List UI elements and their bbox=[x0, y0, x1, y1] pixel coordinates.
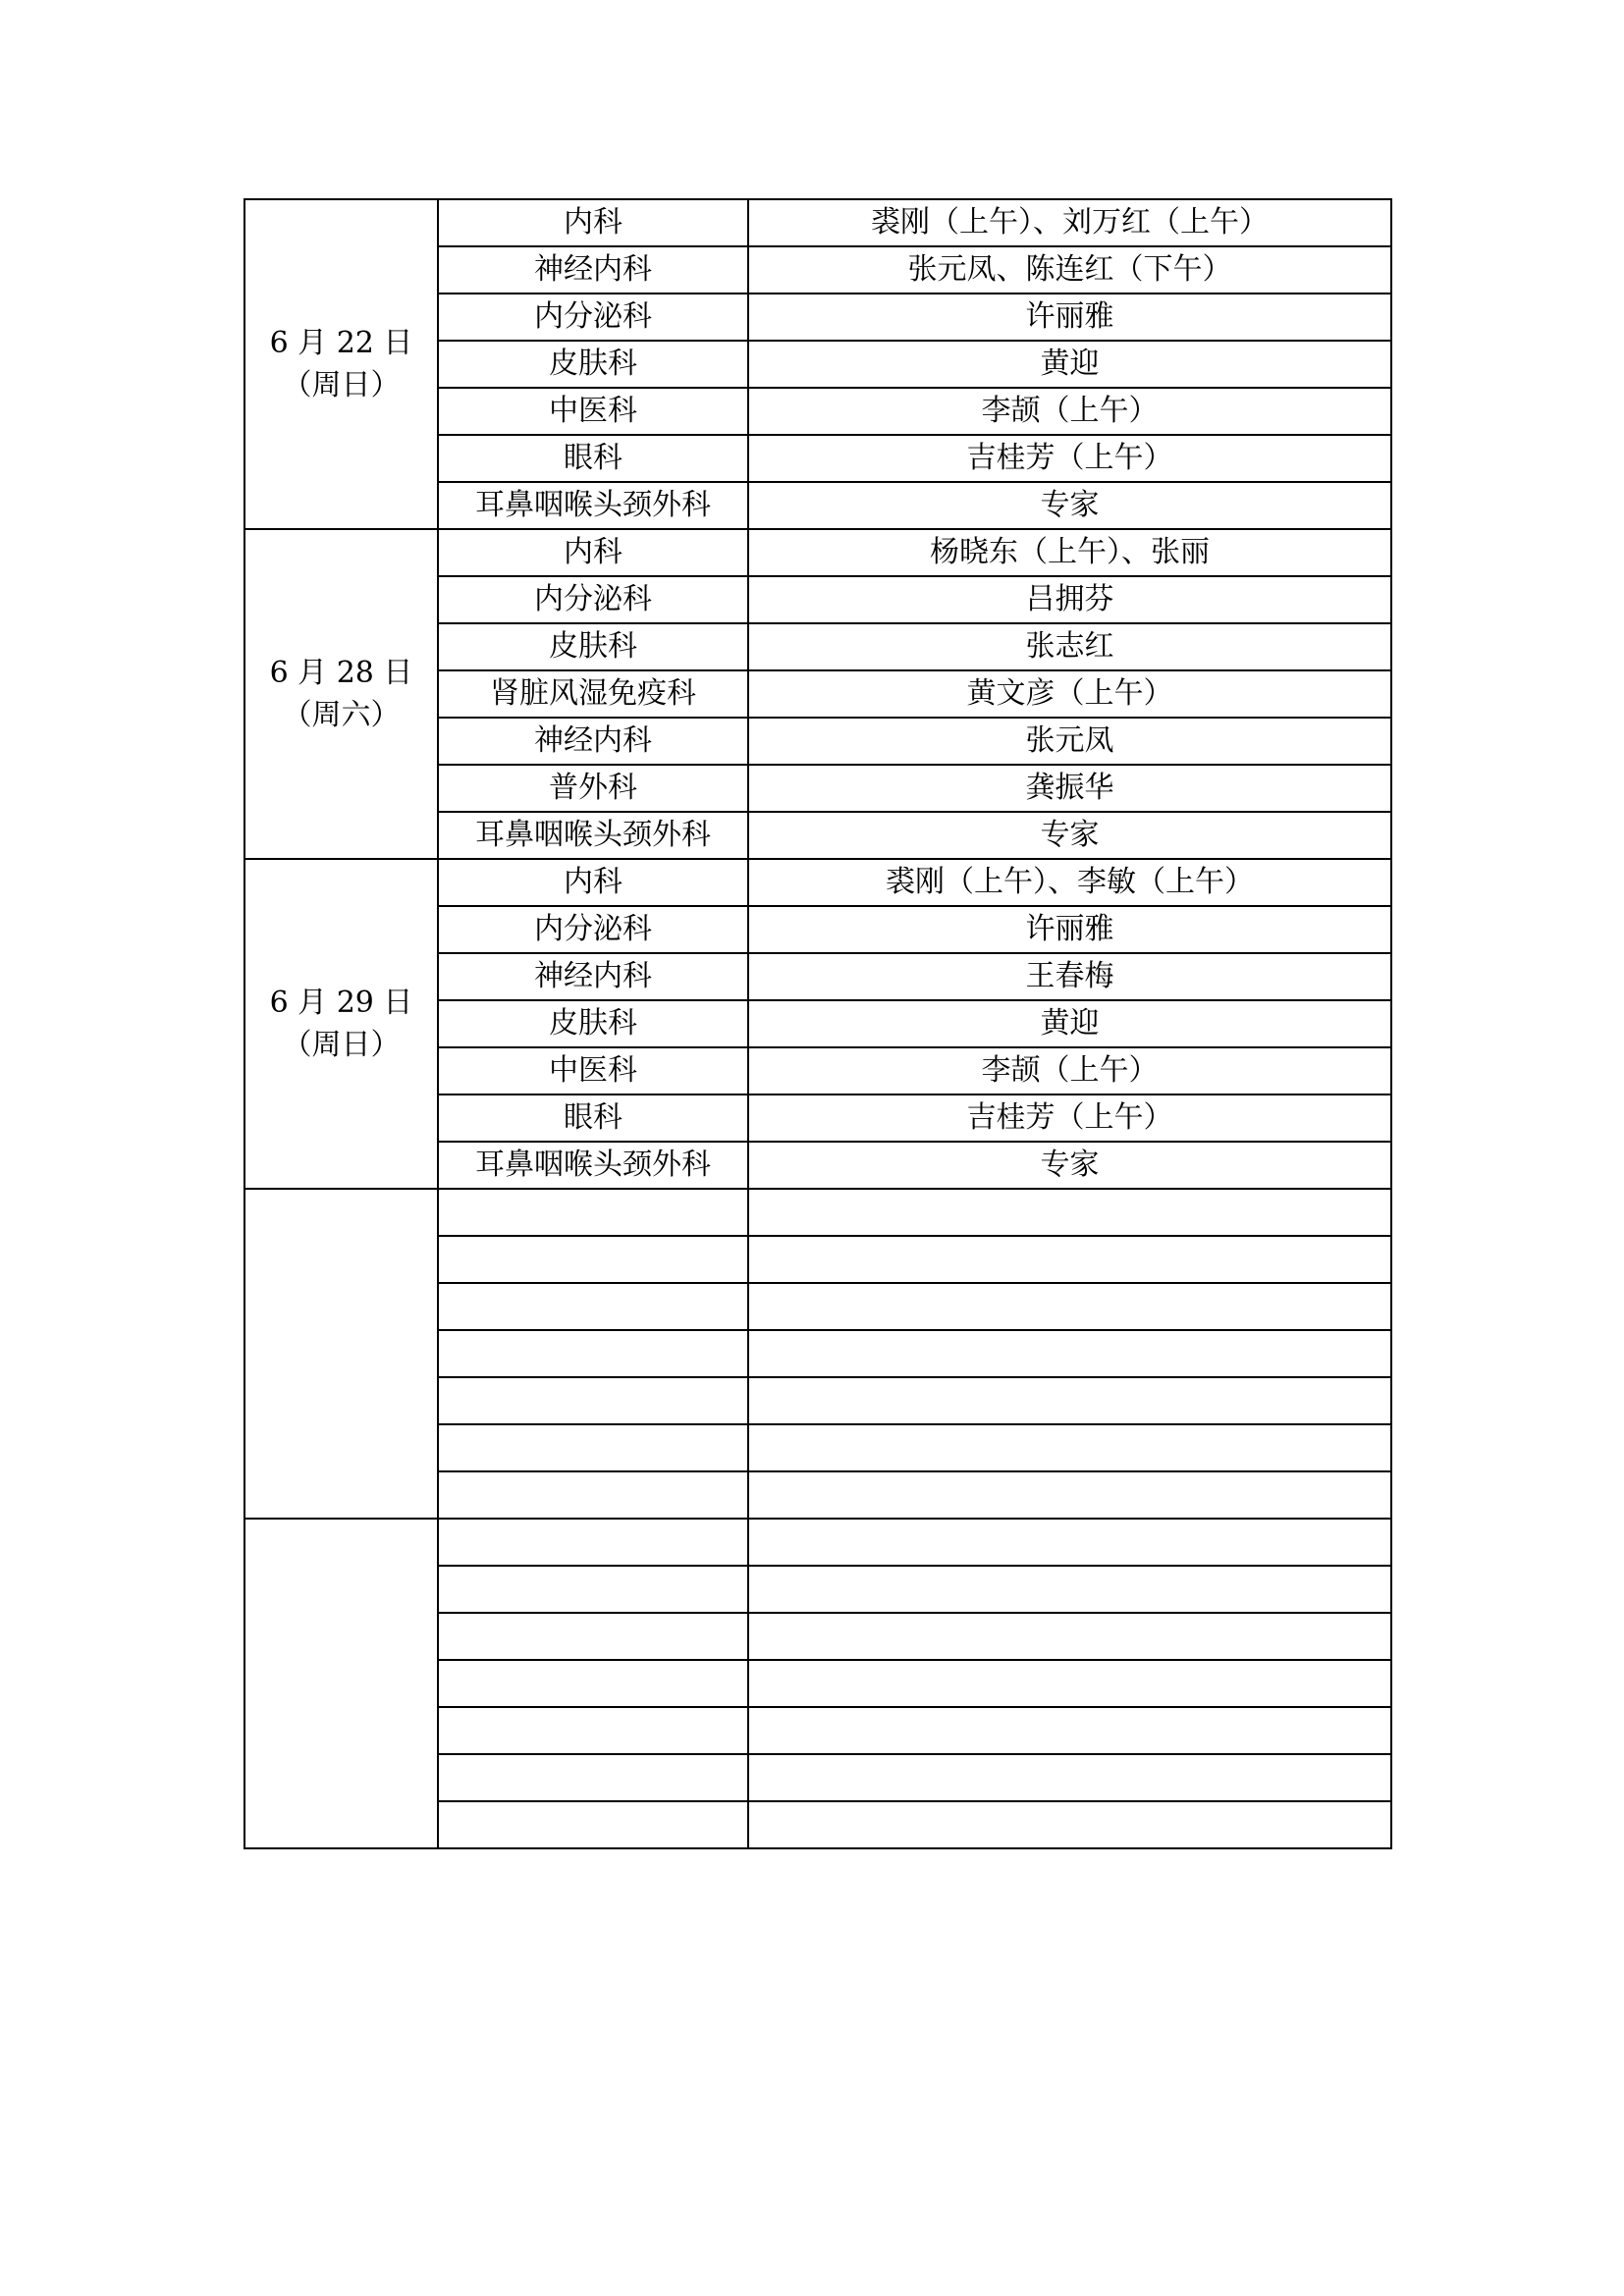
empty-department-cell bbox=[438, 1660, 748, 1707]
department-cell: 内分泌科 bbox=[438, 906, 748, 953]
table-row bbox=[244, 859, 1391, 906]
empty-doctor-cell bbox=[748, 1519, 1391, 1566]
empty-doctor-cell bbox=[748, 1566, 1391, 1613]
empty-department-cell bbox=[438, 1283, 748, 1330]
department-cell: 眼科 bbox=[438, 435, 748, 482]
empty-table-row bbox=[244, 1189, 1391, 1236]
date-label: 6 月 22 日 bbox=[269, 325, 413, 360]
department-cell: 内分泌科 bbox=[438, 576, 748, 623]
empty-department-cell bbox=[438, 1566, 748, 1613]
empty-doctor-cell bbox=[748, 1707, 1391, 1754]
empty-department-cell bbox=[438, 1377, 748, 1424]
doctor-cell: 专家 bbox=[748, 812, 1391, 859]
doctor-cell: 吉桂芳（上午） bbox=[748, 435, 1391, 482]
doctor-cell: 专家 bbox=[748, 482, 1391, 529]
doctor-cell: 李颉（上午） bbox=[748, 1047, 1391, 1095]
empty-doctor-cell bbox=[748, 1283, 1391, 1330]
doctor-cell: 许丽雅 bbox=[748, 906, 1391, 953]
weekday-label: （周日） bbox=[282, 1028, 401, 1062]
department-cell: 神经内科 bbox=[438, 953, 748, 1000]
empty-doctor-cell bbox=[748, 1660, 1391, 1707]
department-cell: 内科 bbox=[438, 529, 748, 576]
empty-doctor-cell bbox=[748, 1471, 1391, 1519]
empty-department-cell bbox=[438, 1613, 748, 1660]
doctor-cell: 黄迎 bbox=[748, 1000, 1391, 1047]
empty-doctor-cell bbox=[748, 1801, 1391, 1848]
empty-doctor-cell bbox=[748, 1754, 1391, 1801]
empty-doctor-cell bbox=[748, 1613, 1391, 1660]
doctor-cell: 吕拥芬 bbox=[748, 576, 1391, 623]
empty-date-cell bbox=[244, 1519, 438, 1848]
department-cell: 皮肤科 bbox=[438, 623, 748, 670]
doctor-cell: 王春梅 bbox=[748, 953, 1391, 1000]
department-cell: 耳鼻咽喉头颈外科 bbox=[438, 1142, 748, 1189]
empty-department-cell bbox=[438, 1754, 748, 1801]
empty-department-cell bbox=[438, 1801, 748, 1848]
department-cell: 神经内科 bbox=[438, 718, 748, 765]
doctor-cell: 龚振华 bbox=[748, 765, 1391, 812]
department-cell: 中医科 bbox=[438, 1047, 748, 1095]
department-cell: 耳鼻咽喉头颈外科 bbox=[438, 482, 748, 529]
schedule-body bbox=[244, 199, 1391, 1848]
schedule-table bbox=[244, 198, 1392, 1849]
empty-department-cell bbox=[438, 1236, 748, 1283]
doctor-cell: 黄文彦（上午） bbox=[748, 670, 1391, 718]
department-cell: 内科 bbox=[438, 199, 748, 246]
empty-department-cell bbox=[438, 1471, 748, 1519]
doctor-cell: 杨晓东（上午）、张丽 bbox=[748, 529, 1391, 576]
department-cell: 中医科 bbox=[438, 388, 748, 435]
doctor-cell: 吉桂芳（上午） bbox=[748, 1095, 1391, 1142]
department-cell: 皮肤科 bbox=[438, 341, 748, 388]
empty-department-cell bbox=[438, 1330, 748, 1377]
empty-department-cell bbox=[438, 1707, 748, 1754]
department-cell: 内科 bbox=[438, 859, 748, 906]
date-label: 6 月 28 日 bbox=[269, 655, 413, 690]
department-cell: 耳鼻咽喉头颈外科 bbox=[438, 812, 748, 859]
doctor-cell: 裘刚（上午）、刘万红（上午） bbox=[748, 199, 1391, 246]
doctor-cell: 专家 bbox=[748, 1142, 1391, 1189]
doctor-cell: 裘刚（上午）、李敏（上午） bbox=[748, 859, 1391, 906]
table-row bbox=[244, 529, 1391, 576]
empty-doctor-cell bbox=[748, 1236, 1391, 1283]
department-cell: 普外科 bbox=[438, 765, 748, 812]
doctor-cell: 张志红 bbox=[748, 623, 1391, 670]
empty-department-cell bbox=[438, 1424, 748, 1471]
doctor-cell: 许丽雅 bbox=[748, 294, 1391, 341]
department-cell: 肾脏风湿免疫科 bbox=[438, 670, 748, 718]
doctor-cell: 李颉（上午） bbox=[748, 388, 1391, 435]
empty-doctor-cell bbox=[748, 1424, 1391, 1471]
empty-doctor-cell bbox=[748, 1330, 1391, 1377]
empty-doctor-cell bbox=[748, 1377, 1391, 1424]
weekday-label: （周日） bbox=[282, 368, 401, 402]
date-cell bbox=[244, 529, 438, 859]
doctor-cell: 黄迎 bbox=[748, 341, 1391, 388]
doctor-cell: 张元凤、陈连红（下午） bbox=[748, 246, 1391, 294]
empty-department-cell bbox=[438, 1189, 748, 1236]
empty-department-cell bbox=[438, 1519, 748, 1566]
department-cell: 内分泌科 bbox=[438, 294, 748, 341]
empty-doctor-cell bbox=[748, 1189, 1391, 1236]
weekday-label: （周六） bbox=[282, 698, 401, 732]
doctor-cell: 张元凤 bbox=[748, 718, 1391, 765]
date-label: 6 月 29 日 bbox=[269, 985, 413, 1020]
department-cell: 皮肤科 bbox=[438, 1000, 748, 1047]
empty-table-row bbox=[244, 1519, 1391, 1566]
empty-date-cell bbox=[244, 1189, 438, 1519]
department-cell: 眼科 bbox=[438, 1095, 748, 1142]
date-cell bbox=[244, 199, 438, 529]
department-cell: 神经内科 bbox=[438, 246, 748, 294]
date-cell bbox=[244, 859, 438, 1189]
table-row bbox=[244, 199, 1391, 246]
